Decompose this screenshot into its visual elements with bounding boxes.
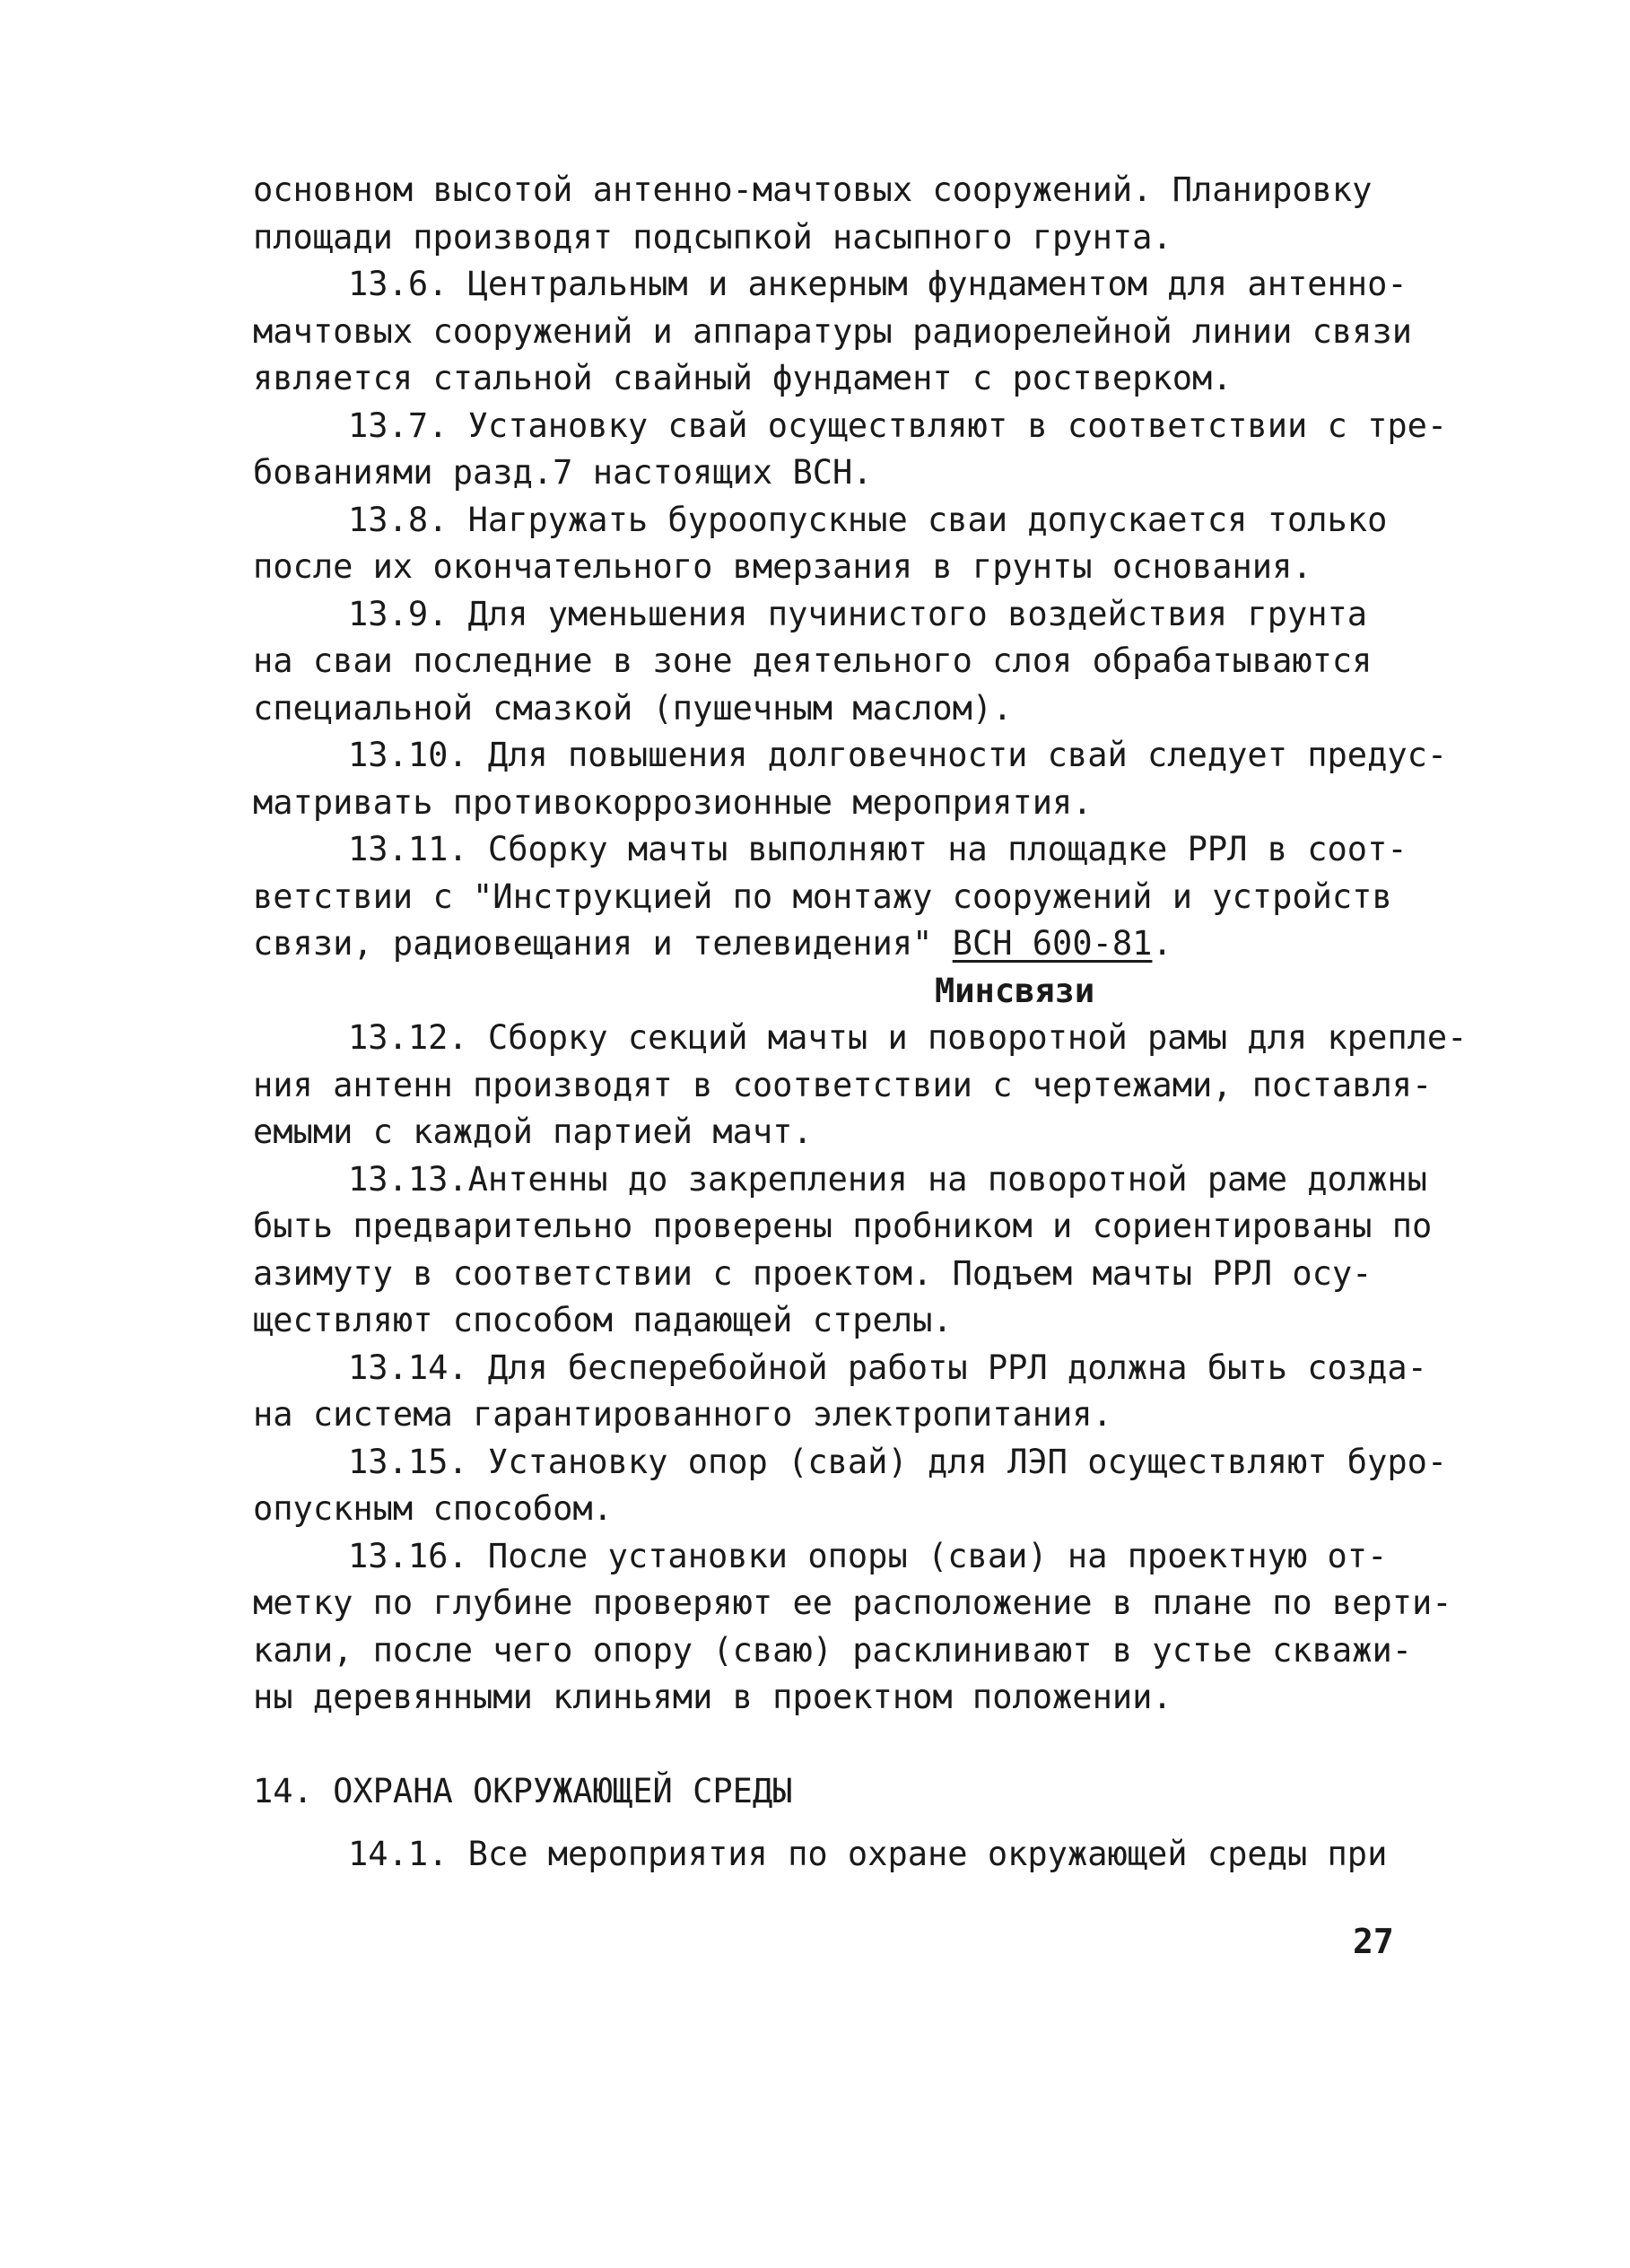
text-line: на сваи последние в зоне деятельного слоя обрабатываются [253,641,1373,680]
paragraph-14-1: 14.1. Все мероприятия по охране окружающей среды при [348,1835,1388,1873]
text-line: емыми с каждой партией мачт. [253,1112,813,1151]
text-line: ветствии с "Инструкцией по монтажу сооружений и устройств [253,877,1392,916]
paragraph-13-8: 13.8. Нагружать буроопускные сваи допускается только [348,500,1388,539]
text-line: ществляют способом падающей стрелы. [253,1301,953,1339]
stamp-note-minsvyazi: Минсвязи [935,971,1095,1010]
text-line: основном высотой антенно-мачтовых сооружений. Планировку [253,170,1373,209]
text-line: матривать противокоррозионные мероприятия. [253,782,1093,822]
text-line: метку по глубине проверяют ее расположение в плане по верти- [253,1583,1452,1622]
text-line: быть предварительно проверены пробником и сориентированы по [253,1207,1433,1245]
text-line: площади производят подсыпкой насыпного грунта. [253,217,1172,257]
text-line: кали, после чего опору (сваю) расклинивают в устье скважи- [253,1630,1413,1670]
text-fragment: . [1152,924,1172,963]
paragraph-13-16: 13.16. После установки опоры (сваи) на проектную от- [348,1536,1388,1575]
body-text [253,167,1468,1879]
section-heading: 14. ОХРАНА ОКРУЖАЮЩЕЙ СРЕДЫ [253,1771,793,1810]
text-line: азимуту в соответствии с проектом. Подъем мачты РРЛ осу- [253,1253,1373,1293]
text-line: после их окончательного вмерзания в грунты основания. [253,547,1312,586]
text-line: ны деревянными клиньями в проектном положении. [253,1678,1172,1716]
text-line: опускным способом. [253,1489,613,1528]
text-line: специальной смазкой (пушечным маслом). [253,688,1013,728]
text-line: мачтовых сооружений и аппаратуры радиорелейной линии связи [253,311,1413,351]
text-line: бованиями разд.7 настоящих ВСН. [253,453,873,492]
paragraph-13-15: 13.15. Установку опор (свай) для ЛЭП осуществляют буро- [348,1442,1448,1481]
text-fragment: связи, радиовещания и телевидения" [253,924,933,963]
paragraph-13-6: 13.6. Центральным и анкерным фундаментом для антенно- [348,265,1408,303]
text-line: ния антенн производят в соответствии с чертежами, поставля- [253,1065,1433,1104]
paragraph-13-13: 13.13.Антенны до закрепления на поворотной раме должны [348,1159,1427,1199]
page-number: 27 [1353,1922,1394,1961]
paragraph-13-11: 13.11. Сборку мачты выполняют на площадке РРЛ в соот- [348,830,1408,868]
text-line: является стальной свайный фундамент с ростверком. [253,359,1233,397]
standard-reference: ВСН 600-81 [952,924,1153,963]
paragraph-13-9: 13.9. Для уменьшения пучинистого воздействия грунта [348,594,1368,633]
paragraph-13-14: 13.14. Для бесперебойной работы РРЛ должна быть созда- [348,1348,1427,1387]
text-line: на система гарантированного электропитания. [253,1395,1112,1434]
paragraph-13-10: 13.10. Для повышения долговечности свай следует предус- [348,736,1448,774]
paragraph-13-12: 13.12. Сборку секций мачты и поворотной рамы для крепле- [348,1018,1468,1057]
paragraph-13-7: 13.7. Установку свай осуществляют в соответствии с тре- [348,406,1448,445]
text-line [253,920,1410,968]
